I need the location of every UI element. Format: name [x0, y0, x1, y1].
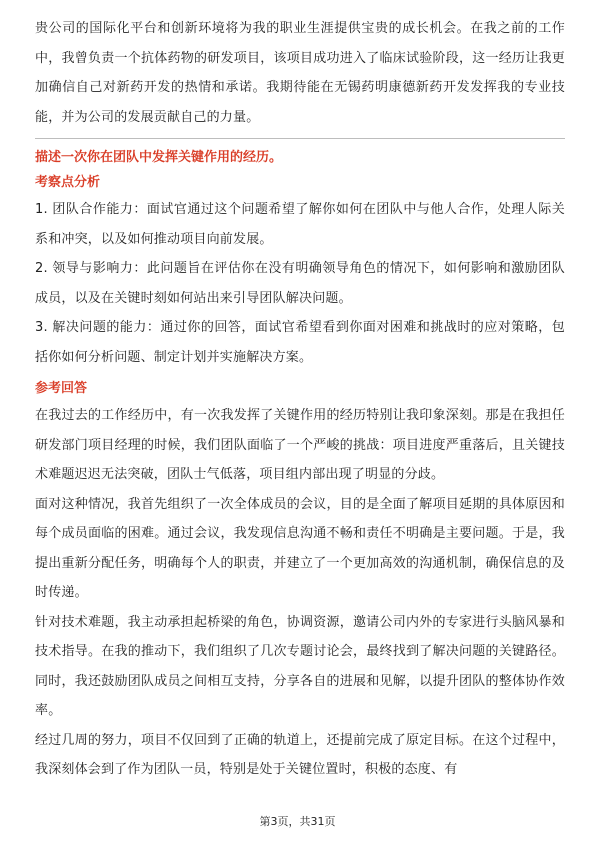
- question-heading: 描述一次你在团队中发挥关键作用的经历。: [35, 150, 283, 165]
- divider: [35, 138, 565, 139]
- answer-paragraph-4: 经过几周的努力，项目不仅回到了正确的轨道上，还提前完成了原定目标。在这个过程中，我深刻体会到了作为团队一员，特别是处于关键位置时，积极的态度、有: [35, 732, 565, 777]
- analysis-item-3: 3. 解决问题的能力：通过你的回答，面试官希望看到你面对困难和挑战时的应对策略，包括你如何分析问题、制定计划并实施解决方案。: [35, 320, 565, 365]
- page-number: 第3页，共31页: [259, 815, 336, 828]
- answer-paragraph-3: 针对技术难题，我主动承担起桥梁的角色，协调资源，邀请公司内外的专家进行头脑风暴和技术指导。在我的推动下，我们组织了几次专题讨论会，最终找到了解决问题的关键路径。同时，我还鼓励团队成员之间相互支持，分享各自的进展和见解，以提升团队的整体协作效率。: [35, 614, 565, 718]
- analysis-item-1: 1. 团队合作能力：面试官通过这个问题希望了解你如何在团队中与他人合作，处理人际关系和冲突，以及如何推动项目向前发展。: [35, 202, 565, 247]
- analysis-item-2: 2. 领导与影响力：此问题旨在评估你在没有明确领导角色的情况下，如何影响和激励团队成员，以及在关键时刻如何站出来引导团队解决问题。: [35, 261, 565, 306]
- answer-paragraph-1: 在我过去的工作经历中，有一次我发挥了关键作用的经历特别让我印象深刻。那是在我担任研发部门项目经理的时候，我们团队面临了一个严峻的挑战：项目进度严重落后，且关键技术难题迟迟无法突破，团队士气低落，项目组内部出现了明显的分歧。: [35, 408, 565, 482]
- page-content: [35, 14, 565, 785]
- answer-title: 参考回答: [35, 381, 88, 396]
- intro-paragraph: 贵公司的国际化平台和创新环境将为我的职业生涯提供宝贵的成长机会。在我之前的工作中，我曾负责一个抗体药物的研发项目，该项目成功进入了临床试验阶段，这一经历让我更加确信自己对新药开发的热情和承诺。我期待能在无锡药明康德新药开发发挥我的专业技能，并为公司的发展贡献自己的力量。: [35, 21, 565, 125]
- answer-paragraph-2: 面对这种情况，我首先组织了一次全体成员的会议，目的是全面了解项目延期的具体原因和每个成员面临的困难。通过会议，我发现信息沟通不畅和责任不明确是主要问题。于是，我提出重新分配任务，明确每个人的职责，并建立了一个更加高效的沟通机制，确保信息的及时传递。: [35, 496, 565, 600]
- analysis-title: 考察点分析: [35, 175, 101, 190]
